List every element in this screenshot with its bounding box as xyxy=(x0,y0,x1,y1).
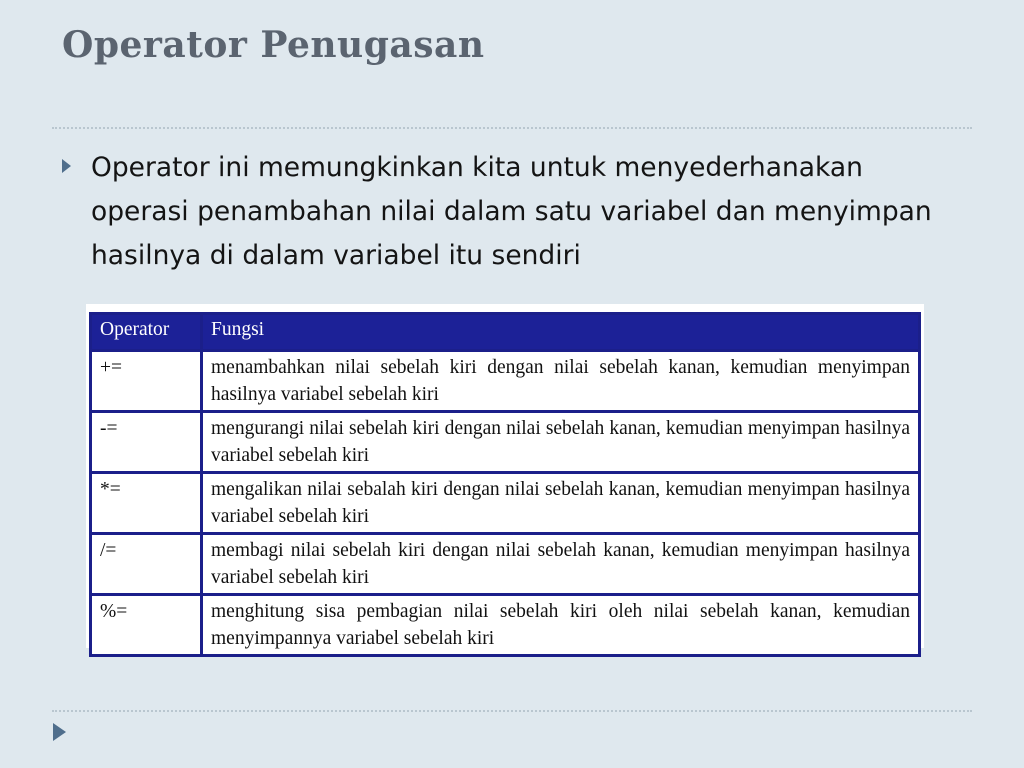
fungsi-cell: menghitung sisa pembagian nilai sebelah kiri oleh nilai sebelah kanan, kemudian menyimpannya variabel sebelah kiri xyxy=(202,595,920,656)
next-slide-arrow-icon[interactable] xyxy=(53,723,66,741)
operator-table-image xyxy=(86,304,924,648)
table-row xyxy=(91,595,920,656)
operator-table xyxy=(89,312,921,657)
table-row xyxy=(91,351,920,412)
operator-cell: /= xyxy=(91,534,202,595)
slide-title: Operator Penugasan xyxy=(62,24,485,66)
operator-cell: -= xyxy=(91,412,202,473)
operator-cell: *= xyxy=(91,473,202,534)
fungsi-cell: mengalikan nilai sebalah kiri dengan nilai sebelah kanan, kemudian menyimpan hasilnya variabel sebelah kiri xyxy=(202,473,920,534)
bullet-text: Operator ini memungkinkan kita untuk menyederhanakan operasi penambahan nilai dalam satu variabel dan menyimpan hasilnya di dalam variabel itu sendiri xyxy=(91,152,932,271)
operator-cell: %= xyxy=(91,595,202,656)
title-divider xyxy=(52,127,972,129)
table-row xyxy=(91,534,920,595)
fungsi-cell: mengurangi nilai sebelah kiri dengan nilai sebelah kanan, kemudian menyimpan hasilnya variabel sebelah kiri xyxy=(202,412,920,473)
operator-cell: += xyxy=(91,351,202,412)
header-operator: Operator xyxy=(91,314,202,351)
bullet-point xyxy=(62,146,962,278)
fungsi-cell: menambahkan nilai sebelah kiri dengan nilai sebelah kanan, kemudian menyimpan hasilnya variabel sebelah kiri xyxy=(202,351,920,412)
footer-divider xyxy=(52,710,972,712)
table-header-row xyxy=(91,314,920,351)
table-row xyxy=(91,473,920,534)
table-row xyxy=(91,412,920,473)
header-fungsi: Fungsi xyxy=(202,314,920,351)
bullet-arrow-icon xyxy=(62,159,71,173)
fungsi-cell: membagi nilai sebelah kiri dengan nilai sebelah kanan, kemudian menyimpan hasilnya variabel sebelah kiri xyxy=(202,534,920,595)
cropped-caption-fragment xyxy=(90,299,570,309)
